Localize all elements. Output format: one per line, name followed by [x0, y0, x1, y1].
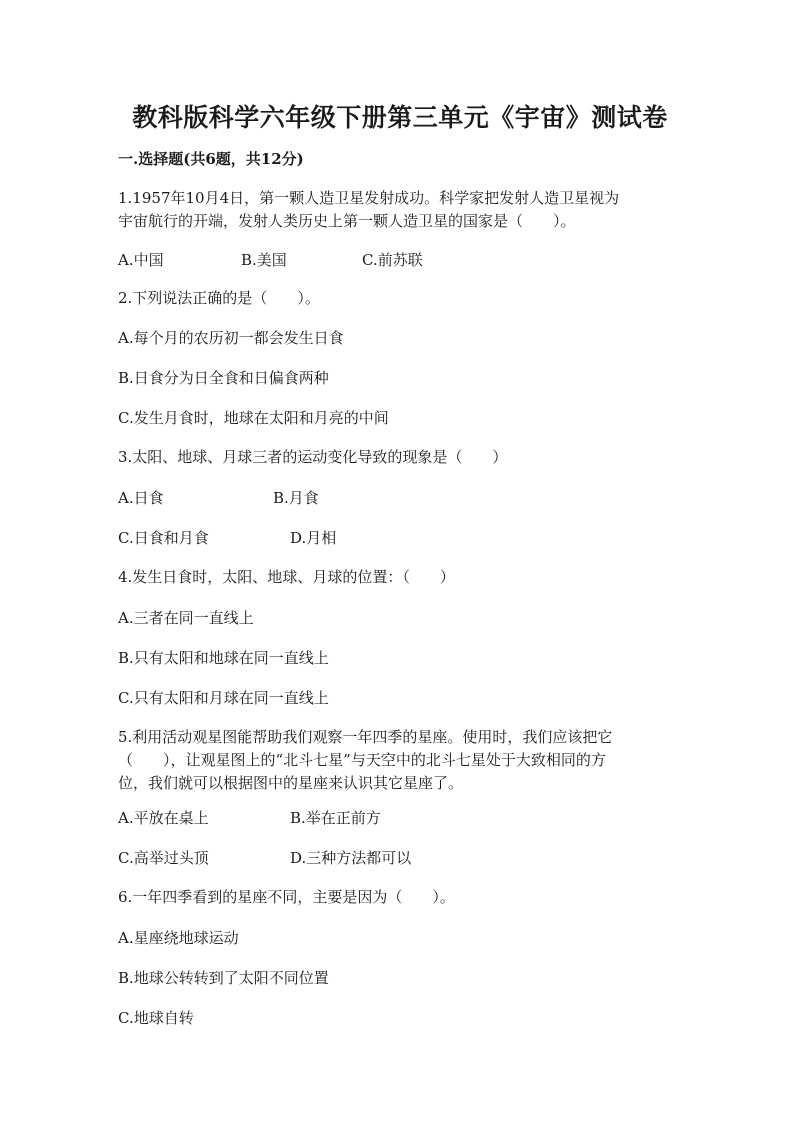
q3-option-b: B.月食: [273, 489, 319, 507]
q4-option-b: B.只有太阳和地球在同一直线上: [118, 649, 329, 667]
q1-stem-line2: 宇宙航行的开端，发射人类历史上第一颗人造卫星的国家是（ ）。: [118, 212, 576, 230]
q1-option-b: B.美国: [241, 251, 287, 269]
q5-option-c: C.高举过头顶: [118, 849, 209, 867]
q3-stem: 3.太阳、地球、月球三者的运动变化导致的现象是（ ）: [118, 448, 508, 466]
q5-stem-line3: 位，我们就可以根据图中的星座来认识其它星座了。: [118, 774, 464, 792]
q2-stem: 2.下列说法正确的是（ ）。: [118, 289, 320, 307]
q2-option-a: A.每个月的农历初一都会发生日食: [118, 329, 344, 347]
q2-option-b: B.日食分为日全食和日偏食两种: [118, 369, 329, 387]
q1-option-c: C.前苏联: [362, 251, 423, 269]
q6-option-c: C.地球自转: [118, 1009, 194, 1027]
q5-option-b: B.举在正前方: [290, 809, 381, 827]
q6-option-a: A.星座绕地球运动: [118, 929, 239, 947]
q2-option-c: C.发生月食时，地球在太阳和月亮的中间: [118, 409, 389, 427]
q1-option-a: A.中国: [118, 251, 164, 269]
q3-option-a: A.日食: [118, 489, 164, 507]
q4-option-c: C.只有太阳和月球在同一直线上: [118, 689, 329, 707]
q3-option-c: C.日食和月食: [118, 529, 209, 547]
q3-option-d: D.月相: [290, 529, 337, 547]
q5-stem-line1: 5.利用活动观星图能帮助我们观察一年四季的星座。使用时，我们应该把它: [118, 728, 613, 746]
q4-option-a: A.三者在同一直线上: [118, 609, 254, 627]
q1-stem-line1: 1.1957年10月4日，第一颗人造卫星发射成功。科学家把发射人造卫星视为: [118, 189, 620, 207]
q5-option-a: A.平放在桌上: [118, 809, 209, 827]
q6-stem: 6.一年四季看到的星座不同，主要是因为（ ）。: [118, 888, 455, 906]
q5-option-d: D.三种方法都可以: [290, 849, 412, 867]
q6-option-b: B.地球公转转到了太阳不同位置: [118, 969, 329, 987]
q5-stem-line2: （ ），让观星图上的“北斗七星”与天空中的北斗七星处于大致相同的方: [118, 751, 606, 769]
section-heading: 一.选择题(共6题，共12分): [118, 150, 304, 168]
page-title: 教科版科学六年级下册第三单元《宇宙》测试卷: [132, 103, 668, 132]
q4-stem: 4.发生日食时，太阳、地球、月球的位置：（ ）: [118, 568, 455, 586]
